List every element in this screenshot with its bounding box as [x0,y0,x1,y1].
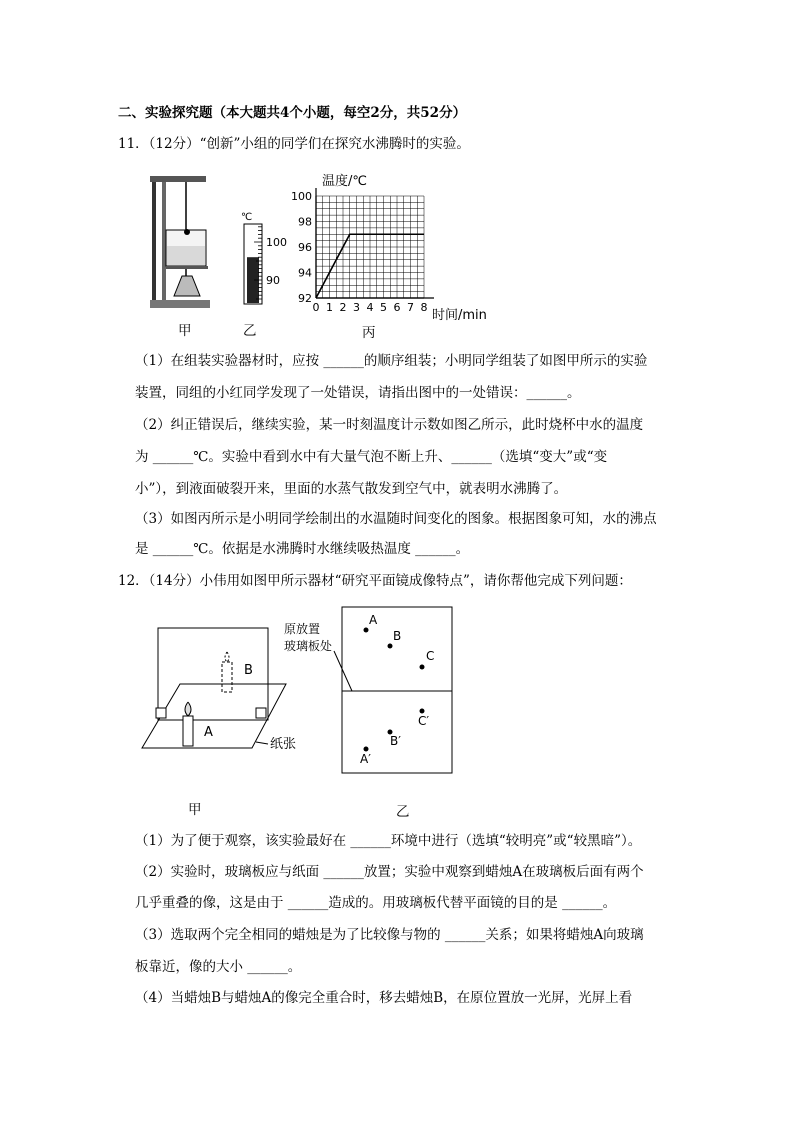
q11-part2-line2: 为 ______℃。实验中看到水中有大量气泡不断上升、______（选填“变大”或“变 [135,449,608,465]
q11-fig-thermometer [234,208,294,308]
chart-ylabel: 温度/℃ [322,174,367,189]
thermometer-tick-90: 90 [266,274,280,287]
q12-part4: （4）当蜡烛B与蜡烛A的像完全重合时，移去蜡烛B，在原位置放一光屏，光屏上看 [135,990,633,1006]
q12-yi-point-c: C [426,649,435,663]
chart-x-tick-label: 2 [339,301,347,314]
q11-part3-line2: 是 ______℃。依据是水沸腾时水继续吸热温度 ______。 [135,541,470,557]
chart-y-tick-label: 98 [298,215,312,229]
q11-label-yi: 乙 [243,323,257,339]
q11-part2-line3: 小”），到液面破裂开来，里面的水蒸气散发到空气中，就表明水沸腾了。 [135,481,568,497]
chart-x-tick-label: 4 [366,301,374,314]
chart-grid [316,188,434,298]
q12-jia-caption: 甲 [188,802,202,818]
q12-yi-point-b: B [393,629,402,643]
chart-x-tick-label: 3 [353,301,360,314]
q12-part3-line1: （3）选取两个完全相同的蜡烛是为了比较像与物的 ______关系；如果将蜡烛A向玻璃 [135,927,644,943]
q12-yi-point-a: A [369,613,378,627]
chart-y-tick-label: 94 [298,266,312,280]
thermometer-unit: ℃ [241,212,253,223]
chart-y-tick-label: 92 [298,292,312,305]
chart-x-tick-label: 8 [420,301,428,314]
q12-jia-label-b: B [244,663,253,678]
q12-yi-note-line2: 玻璃板处 [284,639,333,653]
q12-yi-point-a-image: A′ [360,752,371,766]
q12-jia-label-paper: 纸张 [270,737,297,752]
q11-label-bing: 丙 [362,325,376,341]
q11-label-jia: 甲 [178,323,192,339]
q11-chart [291,170,492,323]
q12-jia-label-a: A [204,725,213,740]
chart-x-tick-label: 5 [380,301,387,314]
q12-yi-note-line1: 原放置 [284,622,321,636]
q11-part1-line2: 装置，同组的小红同学发现了一处错误，请指出图中的一处错误：______。 [135,385,581,401]
q12-part2-line2: 几乎重叠的像，这是由于 ______造成的。用玻璃板代替平面镜的目的是 ______。 [135,895,617,911]
section-title: 二、实验探究题（本大题共4个小题，每空2分，共52分） [118,105,467,121]
chart-x-tick-label: 6 [393,301,401,314]
chart-x-tick-label: 1 [326,301,333,314]
q12-fig-points [282,605,472,775]
thermometer-tick-100: 100 [266,236,287,249]
chart-y-tick-label: 96 [298,241,312,254]
q12-part1: （1）为了便于观察，该实验最好在 ______环境中进行（选填“较明亮”或“较黑暗”）。 [135,833,642,849]
chart-x-tick-label: 7 [407,301,414,314]
q12-yi-point-c-image: C′ [418,714,430,728]
q12-yi-point-b-image: B′ [390,734,401,748]
chart-xlabel: 时间/min [432,308,487,323]
q12-yi-caption: 乙 [396,804,410,820]
q11-part2-line1: （2）纠正错误后，继续实验，某一时刻温度计示数如图乙所示，此时烧杯中水的温度 [135,417,644,433]
q11-part1-line1: （1）在组装实验器材时，应按 ______的顺序组装；小明同学组装了如图甲所示的实验 [135,353,648,369]
chart-y-tick-label: 100 [291,190,312,203]
q11-fig-apparatus [148,172,218,312]
q11-part3-line1: （3）如图丙所示是小明同学绘制出的水温随时间变化的图象。根据图象可知，水的沸点 [135,511,657,527]
chart-x-tick-label: 0 [312,301,320,314]
q12-stem: 12．（14分）小伟用如图甲所示器材“研究平面镜成像特点”，请你帮他完成下列问题： [118,573,632,589]
q12-part2-line1: （2）实验时，玻璃板应与纸面 ______放置；实验中观察到蜡烛A在玻璃板后面有两个 [135,864,644,880]
q12-part3-line2: 板靠近，像的大小 ______。 [135,959,302,975]
q11-stem: 11．（12分）“创新”小组的同学们在探究水沸腾时的实验。 [118,136,470,152]
